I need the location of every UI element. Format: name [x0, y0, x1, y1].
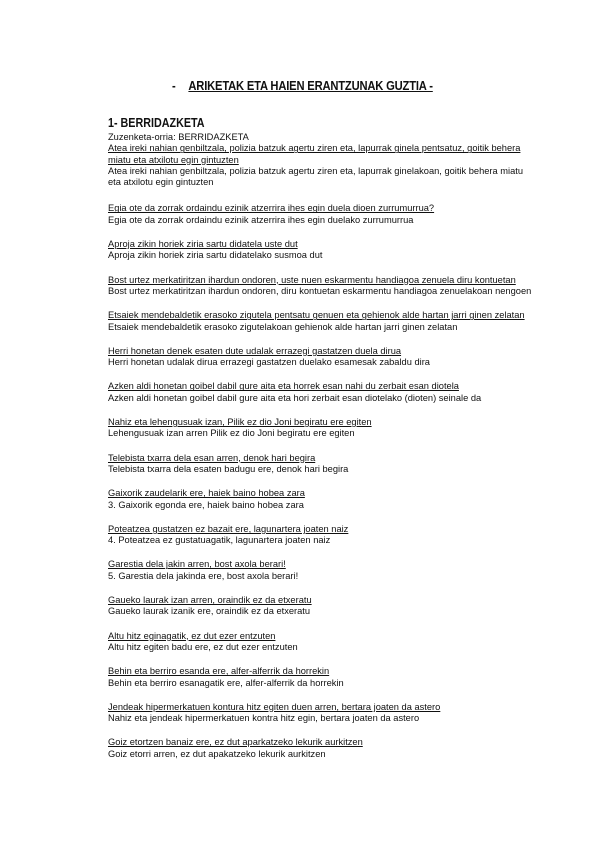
- original-sentence: Atea ireki nahian genbiltzala, polizia batzuk agertu ziren eta, lapurrak ginela pentsatuz, goitik behera miatu eta atxilotu egin gintuzten: [108, 143, 521, 165]
- exercise-item: [108, 737, 538, 760]
- rewritten-sentence: Nahiz eta jendeak hipermerkatuen kontra hitz egin, bertara joaten da astero: [108, 713, 420, 724]
- original-sentence: Gaueko laurak izan arren, oraindik ez da etxeratu: [108, 595, 312, 606]
- rewritten-sentence: Herri honetan udalak dirua errazegi gastatzen duelako esamesak zabaldu dira: [108, 357, 430, 368]
- rewritten-sentence: Azken aldi honetan goibel dabil gure aita eta hori zerbait esan diotelako (dioten) seinale da: [108, 392, 482, 403]
- exercise-item: [108, 310, 538, 333]
- exercise-item: [108, 631, 538, 654]
- rewritten-sentence: Lehengusuak izan arren Pilik ez dio Joni begiratu ere egiten: [108, 428, 355, 439]
- exercise-item: [108, 666, 538, 689]
- exercise-item: [108, 417, 538, 440]
- rewritten-sentence: Gaueko laurak izanik ere, oraindik ez da etxeratu: [108, 606, 311, 617]
- rewritten-sentence: Aproja zikin horiek ziria sartu didatelako susmoa dut: [108, 250, 323, 261]
- rewritten-sentence: Altu hitz egiten badu ere, ez dut ezer entzuten: [108, 641, 298, 652]
- exercise-item: [108, 488, 538, 511]
- title-dash: -: [172, 78, 176, 93]
- original-sentence: Jendeak hipermerkatuen kontura hitz egiten duen arren, bertara joaten da astero: [108, 701, 441, 712]
- original-sentence: Aproja zikin horiek ziria sartu didatela uste dut: [108, 239, 298, 250]
- original-sentence: Behin eta berriro esanda ere, alfer-alferrik da horrekin: [108, 666, 330, 677]
- rewritten-sentence: Goiz etorri arren, ez dut apakatzeko lekurik aurkitzen: [108, 748, 326, 759]
- exercise-content: [108, 132, 538, 773]
- original-sentence: Herri honetan denek esaten dute udalak errazegi gastatzen duela dirua: [108, 345, 402, 356]
- exercise-item: [108, 453, 538, 476]
- document-title-row: [172, 78, 433, 93]
- rewritten-sentence: Telebista txarra dela esaten badugu ere, denok hari begira: [108, 463, 349, 474]
- rewritten-sentence: 5. Garestia dela jakinda ere, bost axola berari!: [108, 570, 299, 581]
- document-title: ARIKETAK ETA HAIEN ERANTZUNAK GUZTIA -: [188, 78, 433, 93]
- original-sentence: Egia ote da zorrak ordaindu ezinik atzerrira ihes egin duela dioen zurrumurrua?: [108, 203, 435, 214]
- rewritten-sentence: Egia ote da zorrak ordaindu ezinik atzerrira ihes egin duelako zurrumurrua: [108, 214, 414, 225]
- rewritten-sentence: Etsaiek mendebaldetik erasoko zigutelakoan gehienok alde hartan jarri ginen zelatan: [108, 321, 458, 332]
- exercise-item: [108, 559, 538, 582]
- section-heading: 1- BERRIDAZKETA: [108, 116, 205, 130]
- original-sentence: Garestia dela jakin arren, bost axola berari!: [108, 559, 286, 570]
- original-sentence: Telebista txarra dela esan arren, denok hari begira: [108, 452, 316, 463]
- exercise-item: [108, 143, 538, 188]
- original-sentence: Gaixorik zaudelarik ere, haiek baino hobea zara: [108, 488, 305, 499]
- exercise-item: [108, 381, 538, 404]
- original-sentence: Goiz etortzen banaiz ere, ez dut aparkatzeko lekurik aurkitzen: [108, 737, 363, 748]
- rewritten-sentence: 4. Poteatzea ez gustatuagatik, lagunartera joaten naiz: [108, 535, 331, 546]
- answer-key-label: Zuzenketa-orria: BERRIDAZKETA: [108, 132, 249, 142]
- rewritten-sentence: 3. Gaixorik egonda ere, haiek baino hobea zara: [108, 499, 304, 510]
- original-sentence: Altu hitz eginagatik, ez dut ezer entzuten: [108, 630, 276, 641]
- original-sentence: Nahiz eta lehengusuak izan, Pilik ez dio Joni begiratu ere egiten: [108, 417, 372, 428]
- exercise-item: [108, 275, 538, 298]
- exercise-item: [108, 203, 538, 226]
- rewritten-sentence: Behin eta berriro esanagatik ere, alfer-alferrik da horrekin: [108, 677, 344, 688]
- original-sentence: Poteatzea gustatzen ez bazait ere, lagunartera joaten naiz: [108, 523, 349, 534]
- exercise-item: [108, 239, 538, 262]
- exercise-item: [108, 595, 538, 618]
- rewritten-sentence: Atea ireki nahian genbiltzala, polizia batzuk agertu ziren eta, lapurrak ginelakoan, goitik behera miatu eta atxilotu egin gintuzten: [108, 165, 523, 188]
- original-sentence: Azken aldi honetan goibel dabil gure aita eta horrek esan nahi du zerbait esan diotela: [108, 381, 459, 392]
- original-sentence: Etsaiek mendebaldetik erasoko zigutela pentsatu genuen eta gehienok alde hartan jarri ginen zelatan: [108, 310, 525, 321]
- rewritten-sentence: Bost urtez merkatiritzan ihardun ondoren, diru kontuetan eskarmentu handiagoa zenuelakoan nengoen: [108, 285, 532, 296]
- exercise-item: [108, 346, 538, 369]
- exercise-item: [108, 524, 538, 547]
- exercise-item: [108, 702, 538, 725]
- original-sentence: Bost urtez merkatiritzan ihardun ondoren, uste nuen eskarmentu handiagoa zenuela diru kontuetan: [108, 274, 516, 285]
